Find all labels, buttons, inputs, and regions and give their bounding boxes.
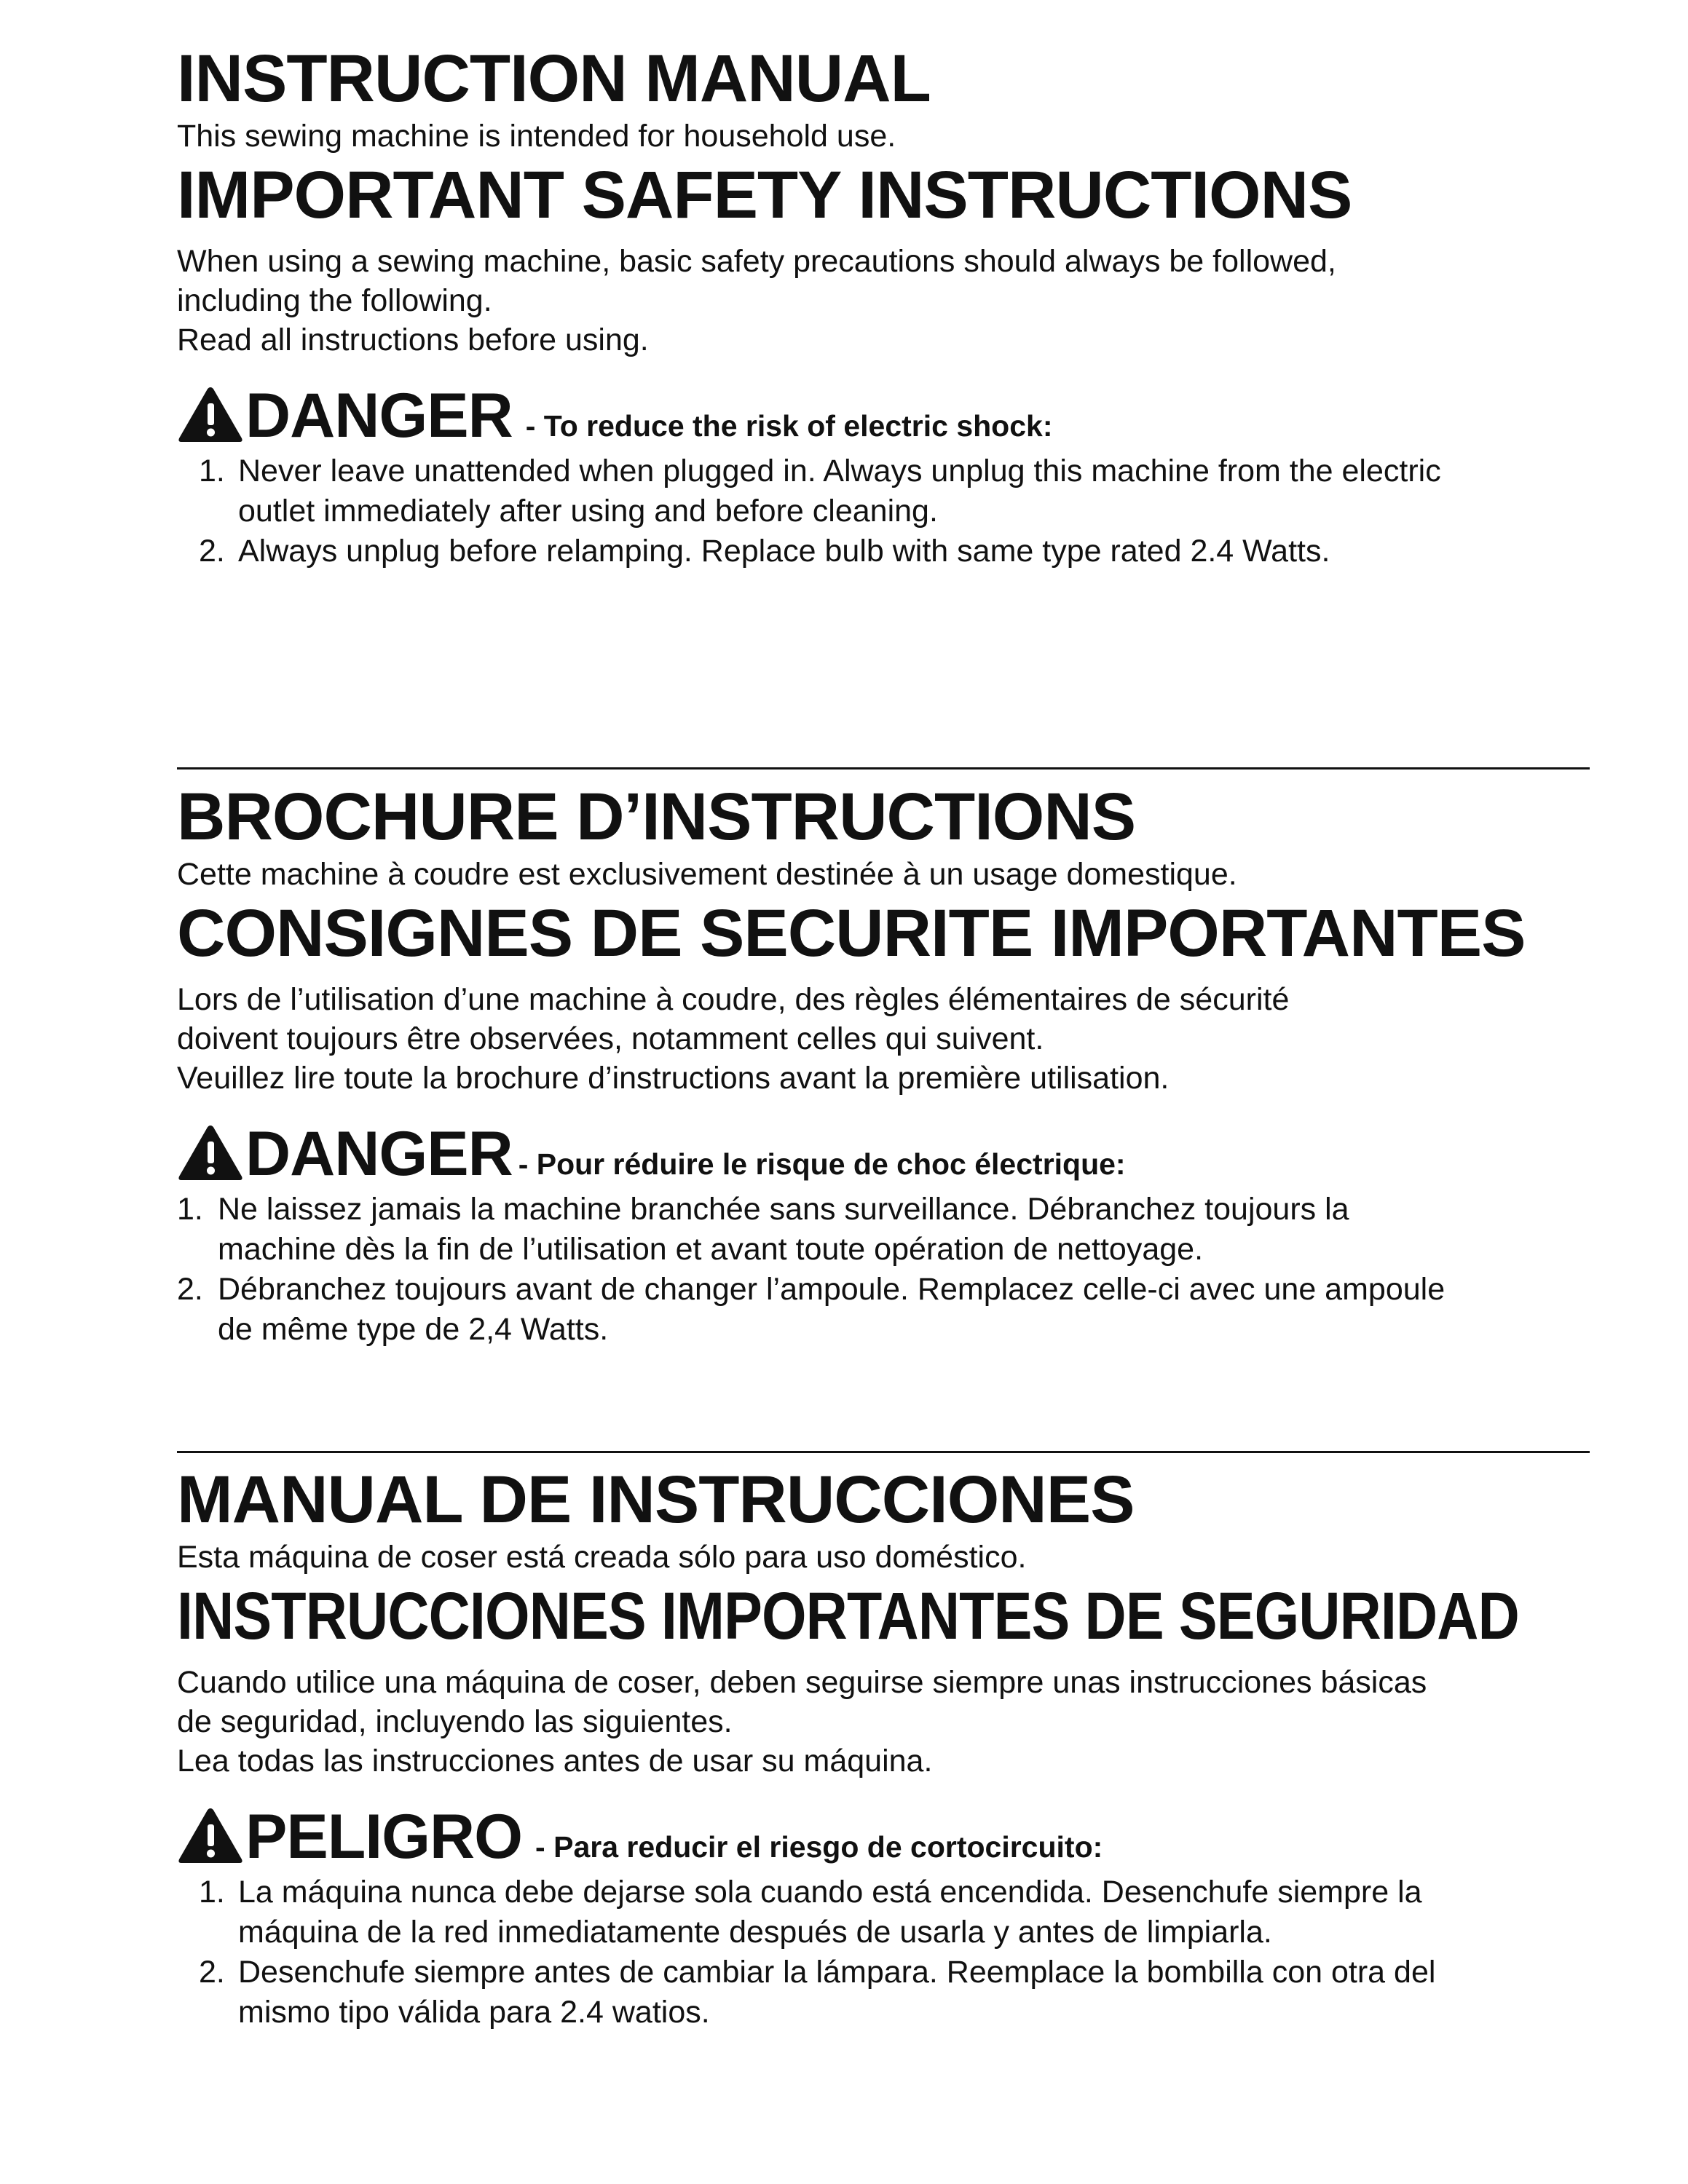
list-item-number: 1. (177, 1192, 203, 1227)
french-intro-line: Lors de l’utilisation d’une machine à coudre, des règles élémentaires de sécurité (177, 982, 1290, 1017)
english-intro-line: Read all instructions before using. (177, 323, 649, 357)
danger-note: - Pour réduire le risque de choc électrique: (518, 1147, 1126, 1181)
section-french (177, 780, 1590, 1350)
french-danger-list (177, 1190, 1590, 1350)
list-item-text: Débranchez toujours avant de changer l’ampoule. Remplacez celle-ci avec une ampoule (218, 1272, 1446, 1307)
section-english (177, 42, 1590, 571)
list-item (177, 1190, 1590, 1270)
english-safety-heading: IMPORTANT SAFETY INSTRUCTIONS (177, 158, 1352, 232)
section-spanish (177, 1463, 1590, 2033)
list-item (177, 1270, 1590, 1350)
french-title: BROCHURE D’INSTRUCTIONS (177, 780, 1136, 854)
spanish-danger-heading (177, 1800, 1590, 1870)
french-danger-heading (177, 1117, 1590, 1187)
list-item-text: mismo tipo válida para 2.4 watios. (238, 1995, 710, 2030)
warning-triangle-icon (177, 384, 244, 444)
list-item-text: Ne laissez jamais la machine branchée sans surveillance. Débranchez toujours la (218, 1192, 1349, 1227)
section-divider (177, 767, 1590, 769)
list-item (177, 451, 1590, 531)
french-intro-line: Veuillez lire toute la brochure d’instructions avant la première utilisation. (177, 1061, 1170, 1096)
list-item-number: 2. (199, 1955, 225, 1990)
list-item-number: 1. (199, 1875, 225, 1910)
list-item-number: 1. (199, 454, 225, 488)
spanish-subtitle: Esta máquina de coser está creada sólo para uso doméstico. (177, 1540, 1027, 1575)
warning-triangle-icon (177, 1123, 244, 1182)
english-subtitle: This sewing machine is intended for household use. (177, 119, 896, 154)
section-divider (177, 1451, 1590, 1453)
spanish-intro-line: Lea todas las instrucciones antes de usar su máquina. (177, 1744, 933, 1779)
list-item-text: máquina de la red inmediatamente después de usarla y antes de limpiarla. (238, 1915, 1272, 1950)
english-danger-list (177, 451, 1590, 571)
danger-note: - Para reducir el riesgo de cortocircuito: (535, 1830, 1103, 1864)
peligro-label: PELIGRO (245, 1802, 523, 1872)
spanish-intro-line: de seguridad, incluyendo las siguientes. (177, 1704, 733, 1739)
danger-label: DANGER (245, 381, 513, 451)
french-safety-heading: CONSIGNES DE SECURITE IMPORTANTES (177, 896, 1526, 970)
french-intro (177, 980, 1590, 1098)
english-title: INSTRUCTION MANUAL (177, 41, 931, 116)
english-intro (177, 242, 1590, 360)
list-item (177, 1952, 1590, 2033)
french-subtitle: Cette machine à coudre est exclusivement destinée à un usage domestique. (177, 857, 1237, 892)
english-intro-line: When using a sewing machine, basic safety precautions should always be followed, (177, 244, 1336, 279)
spanish-title: MANUAL DE INSTRUCCIONES (177, 1463, 1135, 1537)
list-item-text: Never leave unattended when plugged in. Always unplug this machine from the electric (238, 454, 1441, 488)
list-item-text: outlet immediately after using and before cleaning. (238, 494, 938, 529)
danger-note: - To reduce the risk of electric shock: (525, 409, 1053, 443)
list-item-text: de même type de 2,4 Watts. (218, 1312, 609, 1347)
english-intro-line: including the following. (177, 283, 492, 318)
list-item (177, 1872, 1590, 1952)
list-item-text: Desenchufe siempre antes de cambiar la lámpara. Reemplace la bombilla con otra del (238, 1955, 1436, 1990)
list-item-text: La máquina nunca debe dejarse sola cuando está encendida. Desenchufe siempre la (238, 1875, 1422, 1910)
spanish-danger-list (177, 1872, 1590, 2033)
list-item (177, 531, 1590, 571)
warning-triangle-icon (177, 1805, 244, 1865)
spanish-safety-heading: INSTRUCCIONES IMPORTANTES DE SEGURIDAD (177, 1579, 1519, 1653)
spanish-intro (177, 1663, 1590, 1781)
list-item-number: 2. (199, 534, 225, 569)
danger-label: DANGER (245, 1119, 513, 1189)
list-item-text: Always unplug before relamping. Replace bulb with same type rated 2.4 Watts. (238, 534, 1330, 569)
english-danger-heading (177, 379, 1590, 451)
list-item-number: 2. (177, 1272, 203, 1307)
spanish-intro-line: Cuando utilice una máquina de coser, deben seguirse siempre unas instrucciones básicas (177, 1665, 1427, 1700)
french-intro-line: doivent toujours être observées, notamment celles qui suivent. (177, 1021, 1044, 1056)
list-item-text: machine dès la fin de l’utilisation et avant toute opération de nettoyage. (218, 1232, 1204, 1267)
